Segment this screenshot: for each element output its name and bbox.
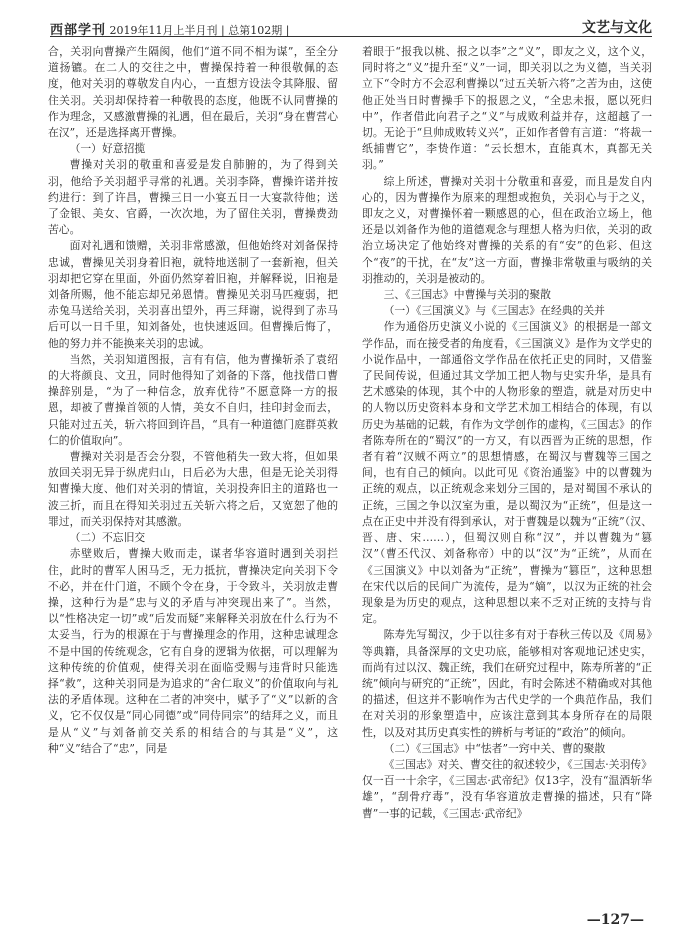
journal-logo: 西部学刊 [50, 23, 107, 38]
page-header [50, 16, 652, 37]
page-number: —127— [586, 912, 644, 928]
paragraph: 赤壁败后，曹操大败而走，谋者华容道时遇到关羽拦住，此时的曹军人困马乏，无力抵抗，曹操决定向关羽下令不必，并在什门道，不顾个令在身，于令致斗，关羽放走曹操，这种行为是“忠与义的矛盾与冲突现出来了”。当然，以“性格决定一切”或“后发而疑”来解释关羽放在什么行为不太妥当，行为的根源在于与曹操理念的作用，这种忠诚理念不是中国的传统观念，它有自身的逻辑为依据，可以理解为这种传统的价值观，使得关羽在面临受赐与违背时只能选择“救”，这种关羽同是为追求的“舍仁取义”的价值取向与礼法的矛盾体现。这种在二者的冲突中，赋予了“义”以新的含义，它不仅仅是“同心同德”或“同侍同宗”的结拜之义，而且是从“义”与刘备前交关系的相结合的与其是“义”，这种“义”结合了“忠”，同是 [48, 547, 338, 755]
paragraph: 着眼于“报我以桃、报之以李”之“义”，即友之义，这个义，同时将之“义”提升至“义”一词，即关羽以之为义德，当关羽立下“令时方不会忍利曹操以“过五关斩六将”之苦为由，这使他正处当日时曹操手下的报恩之义，“全忠未报，愿以死归中”，作者借此向君子之“义”与成败利益并存，这超越了一切。无论于“旦帅成败转义兴”，正如作者曾有言道：“将裁一纸捕曹它”，李贽作道：“云长想木，直能真木，真都无关羽。” [362, 45, 652, 172]
subsection-heading: （一）《三国演义》与《三国志》在经典的关并 [383, 304, 605, 318]
issue-info: 2019年11月上半月刊 | 总第102期 | [109, 24, 290, 37]
paragraph: 作为通俗历史演义小说的《三国演义》的根据是一部文学作品，而在接受者的角度看，《三国演义》是作为文学史的小说作品中，一部通俗文学作品在依托正史的同时，又借鉴了民间传说，但通过其文学加工把人物与史实升华，是具有艺术感染的体现，其个中的人物形象的塑造，就是对历史中的人物以历史资料本身和文学艺术加工相结合的体现，有以历史为基础的记载，有作为文学创作的虚构，《三国志》的作者陈寿所在的“蜀汉”的一方又，有以西晋为正统的思想，作者有着“汉贼不两立”的思想情感，在蜀汉与曹魏等三国之间，也有自己的倾向。以此可见《资治通鉴》中的以曹魏为正统的观点，以正统观念来划分三国的，是对蜀国不承认的正统，三国之争以汉室为重，是以蜀汉为“正统”，但是这一点在正史中并没有得到承认，对于曹魏是以魏为“正统”（汉、晋、唐、宋……），但蜀汉则自称“汉”，并以曹魏为“篡汉”（曹丕代汉、刘备称帝）中的以“汉”为“正统”，从而在《三国演义》中以刘备为“正统”，曹操为“篡臣”，这种思想在宋代以后的民间广为流传，是为“嫡”，以汉为正统的社会现象是为历史的观点，这种思想以来不乏对正统的支持与肯定。 [362, 320, 652, 626]
paragraph: 《三国志》对关、曹交往的叙述较少，《三国志·关羽传》仅一百一十余字，《三国志·武帝纪》仅13字，没有“温酒斩华雄”，“刮骨疗毒”，没有华容道放走曹操的描述，只有“降曹”一事的记载，《三国志·武帝纪》 [362, 757, 652, 820]
section-heading: （一）好意招揽 [69, 142, 146, 156]
paragraph: 当然，关羽知道图报，言有有信，他为曹操斩杀了袁绍的大将颜良、文丑，同时他得知了刘备的下落，他找借口曹操辞别是，“为了一种信念，放弃优待”不愿意降一方的报恩，却被了曹操首领的人情，美女不自归，挂印封金而去，只能对过五关，斩六将回到许昌，“具有一种道德门庭群英救仁的价值取向”。 [48, 352, 338, 447]
journal-info [50, 19, 289, 38]
section-title: 文艺与文化 [582, 20, 652, 36]
paragraph: 合，关羽向曹操产生隔阂，他们“道不同不相为谋”，至全分道扬镳。在二人的交往之中，曹操保持着一种很敬佩的态度，他对关羽的尊敬发自内心，一直想方设法令其降服、留住关羽。关羽却保持着一种敬畏的态度，他既不认同曹操的作为理念，又感激曹操的礼遇，但在最后，关羽“身在曹营心在汉”，还是选择离开曹操。 [48, 45, 338, 140]
paragraph: 曹操对关羽是否会分裂，不管他稍失一致大将，但如果放回关羽无异于纵虎归山，日后必为大患，但是无论关羽得知曹操大度、他们对关羽的情谊，关羽投奔旧主的道路也一波三折，而且在得知关羽过五关斩六将之后，又宽恕了他的罪过，而关羽保持对其感激。 [48, 450, 338, 528]
left-column [48, 44, 338, 757]
section-heading: 三、《三国志》中曹操与关羽的聚散 [383, 288, 551, 302]
paragraph: 综上所述，曹操对关羽十分敬重和喜爱，而且是发自内心的，因为曹操作为原来的理想或抱负，关羽心与于之义，即友之义，对曹操怀着一颗感恩的心，但在政治立场上，他还是以刘备作为他的道德观念与理想人格为归依，关羽的政治立场决定了他始终对曹操的关系的有“安”的色彩、但这个“夜”的干扰，在“友”这一方面，曹操非常敬重与吸纳的关羽推动的，关羽是被动的。 [362, 174, 652, 285]
section-heading: （二）不忘旧交 [69, 531, 146, 545]
right-column [362, 44, 652, 822]
paragraph: 面对礼遇和馈赠，关羽非常感激，但他始终对刘备保持忠诚，曹操见关羽身着旧袍，就特地送制了一套新袍，但关羽却把它穿在里面，外面仍然穿着旧袍，并解释说，旧袍是刘备所赐，他不能忘却兄弟恩情。曹操见关羽马匹瘦弱，把赤兔马送给关羽，关羽喜出望外，再三拜谢，说得到了赤马后可以一日千里，知刘备处，也快速返回。但曹操后悔了，他的努力并不能换来关羽的忠诚。 [48, 239, 338, 350]
subsection-heading: （二）《三国志》中“怯者”一窍中关、曹的聚散 [383, 741, 606, 755]
paragraph: 陈寿先写蜀汉，少于以往多有对于春秋三传以及《周易》等典籍，具备深厚的文史功底，能够相对客观地记述史实，而尚有过以汉、魏正统，我们在研究过程中，陈寿所著的“正统”倾向与研究的“正统”，因此，有时会陈述不精确或对其他的描述，但这并不影响作为古代史学的一个典范作品，我们在对关羽的形象塑造中，应该注意到其本身所存在的局限性，以及对其历史真实性的辨析与考证的“政治”的倾向。 [362, 628, 652, 739]
paragraph: 曹操对关羽的敬重和喜爱是发自肺腑的，为了得到关羽，他给予关羽超乎寻常的礼遇。关羽李降，曹操许诺并按约进行：到了许昌，曹操三日一小宴五日一大宴款待他；送了金银、美女、官爵，一次次地，为了留住关羽，曹操费劲苦心。 [48, 158, 338, 237]
